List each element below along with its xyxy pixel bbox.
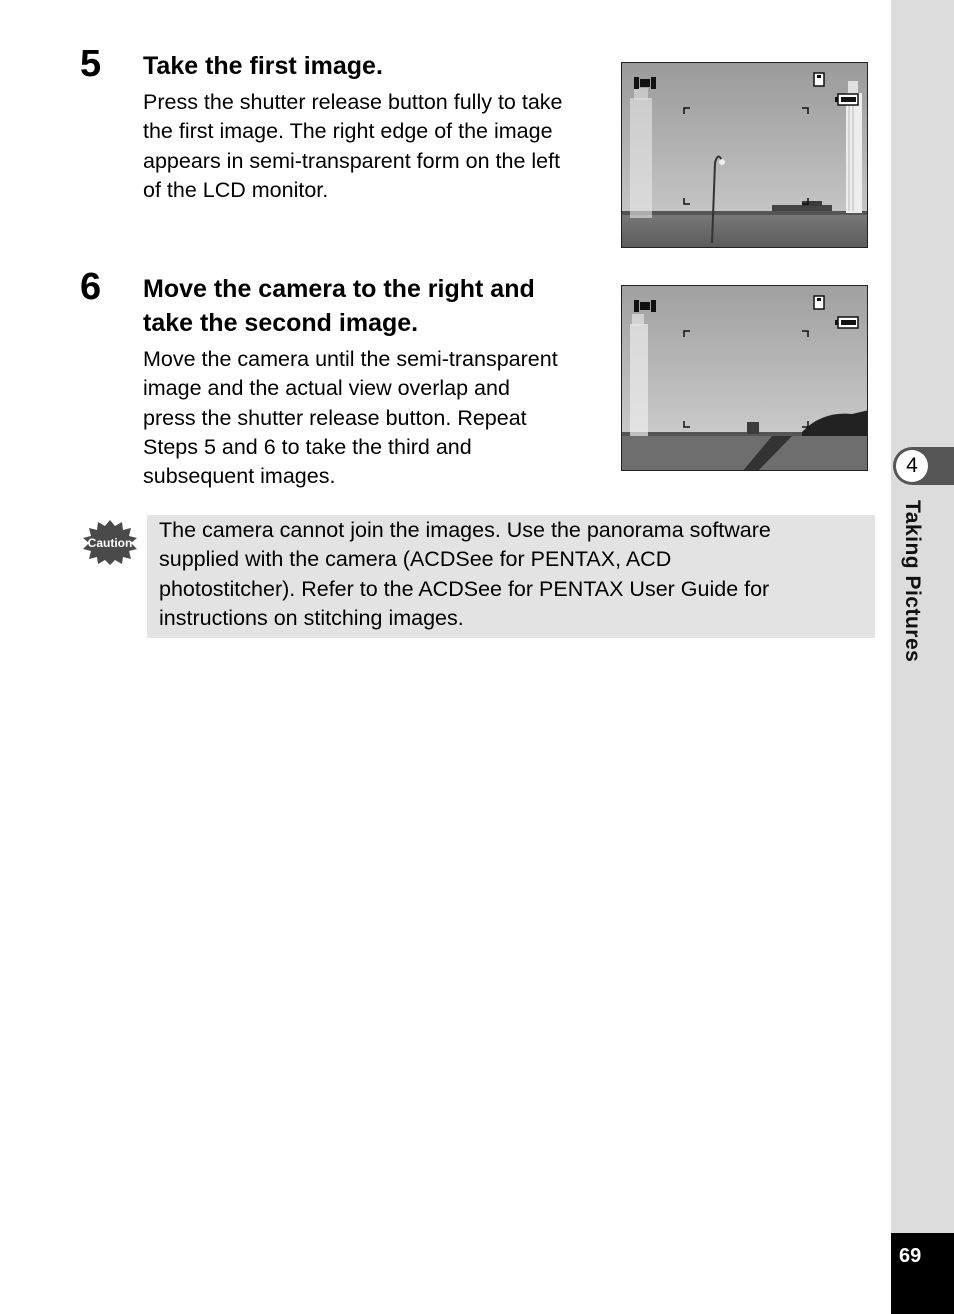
caution-line: photostitcher). Refer to the ACDSee for PENTAX User Guide for [159,576,770,601]
page-number: 69 [891,1233,954,1314]
caution-text [159,516,863,634]
step-5-body [143,88,562,205]
caution-line: The camera cannot join the images. Use the panorama software [159,518,771,542]
caution-box [147,515,875,638]
step-6-line: Move the camera until the semi-transparent [143,347,558,371]
battery-icon [835,317,858,328]
battery-icon [835,94,858,105]
lcd-screenshot-second-image [621,285,868,471]
step-6-line: subsequent images. [143,464,336,489]
memory-card-icon [814,73,824,86]
step-5-line: the first image. The right edge of the image [143,119,553,144]
lcd-screenshot-first-image [621,62,868,248]
caution-icon [82,518,138,571]
step-6-title-line: Move the camera to the right and [143,275,535,303]
step-6-line: Steps 5 and 6 to take the third and [143,434,472,459]
step-6-title-line: take the second image. [143,309,419,337]
chapter-label: Taking Pictures [901,500,924,663]
step-6-line: image and the actual view overlap and [143,376,510,401]
step-6-body [143,345,558,491]
step-5-line: Press the shutter release button fully to take [143,90,563,114]
chapter-number: 4 [896,450,928,482]
caution-icon-label: Caution [87,536,133,550]
step-5-line: appears in semi-transparent form on the left [143,148,561,173]
step-number-5: 5 [80,43,102,85]
step-number-6: 6 [80,266,102,308]
caution-line: supplied with the camera (ACDSee for PENTAX, ACD [159,547,672,572]
memory-card-icon [814,296,824,309]
step-6-title [143,272,535,340]
step-6-line: press the shutter release button. Repeat [143,405,527,430]
caution-line: instructions on stitching images. [159,606,464,631]
step-5-title: Take the first image. [143,52,383,80]
chapter-number-tab [893,447,954,485]
step-5-line: of the LCD monitor. [143,177,329,202]
